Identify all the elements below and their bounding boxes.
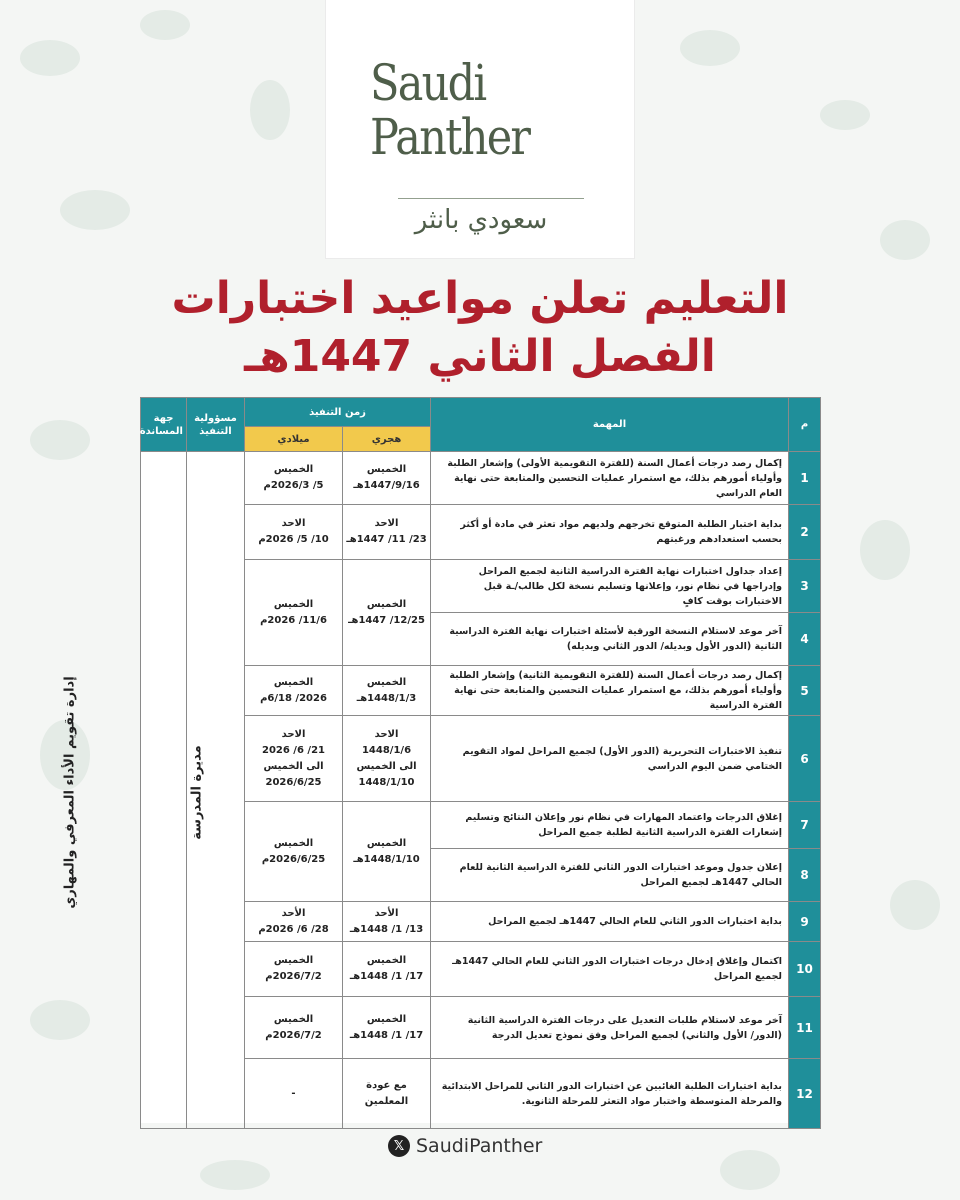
header-support: جهة المساندة <box>141 398 187 452</box>
gregorian-cell <box>245 452 343 505</box>
responsible-value: مديرة المدرسة <box>189 744 205 840</box>
hijri-date: 1448/1/10هـ <box>353 853 420 865</box>
gregorian-day: الأحد <box>281 907 306 919</box>
logo-divider <box>398 198 584 199</box>
row-number: 8 <box>789 849 821 902</box>
row-number: 2 <box>789 505 821 560</box>
gregorian-date: 11/6/ 2026م <box>260 614 327 626</box>
hijri-date: 1447/9/16هـ <box>353 480 420 491</box>
gregorian-cell <box>245 997 343 1059</box>
hijri-date: 17/ 1/ 1448هـ <box>349 1029 424 1041</box>
row-number: 9 <box>789 902 821 942</box>
background-pattern <box>890 880 940 930</box>
hijri-cell <box>343 452 431 505</box>
gregorian-date: 10/ 5/ 2026م <box>258 534 329 545</box>
hijri-cell <box>343 902 431 942</box>
gregorian-day: الاحد <box>281 518 306 529</box>
task-cell: آخر موعد لاستلام طلبات التعديل على درجات الفترة الدراسية الثانية (الدور/ الأول والثاني) لجميع المراحل وفق نموذج تعديل الدرجة <box>431 997 789 1059</box>
background-pattern <box>140 10 190 40</box>
hijri-day: الخميس <box>366 464 407 475</box>
responsible-cell <box>187 452 245 1129</box>
header-hijri: هجري <box>343 427 431 452</box>
hijri-date: 1448/1/6 <box>361 744 412 756</box>
gregorian-day: الخميس <box>273 464 314 475</box>
background-pattern <box>680 30 740 66</box>
hijri-day: الخميس <box>366 955 407 966</box>
gregorian-day: الخميس <box>273 598 314 610</box>
hijri-cell <box>343 560 431 666</box>
background-pattern <box>200 1160 270 1190</box>
background-pattern <box>720 1150 780 1190</box>
background-pattern <box>860 520 910 580</box>
gregorian-cell <box>245 942 343 997</box>
gregorian-cell <box>245 505 343 560</box>
gregorian-date: 2026/7/2م <box>265 971 322 982</box>
gregorian-date-end: 2026/6/25 <box>265 776 322 788</box>
x-logo-icon: 𝕏 <box>388 1135 410 1157</box>
background-pattern <box>250 80 290 140</box>
footer-handle <box>388 1132 542 1160</box>
gregorian-cell <box>245 716 343 802</box>
header-gregorian: ميلادي <box>245 427 343 452</box>
headline-line1: التعليم تعلن مواعيد اختبارات <box>171 273 789 324</box>
gregorian-day: الخميس <box>273 676 314 688</box>
task-cell: بداية اختبار الطلبة المتوقع تخرجهم ولديهم مواد تعثر في مادة أو أكثر بحسب استعدادهم ورغبتهم <box>431 505 789 560</box>
headline-line2: الفصل الثاني 1447هـ <box>244 331 716 382</box>
background-pattern <box>880 220 930 260</box>
hijri-cell <box>343 802 431 902</box>
background-pattern <box>30 1000 90 1040</box>
hijri-to: الى الخميس <box>356 760 417 772</box>
background-pattern <box>60 190 130 230</box>
background-pattern <box>20 40 80 76</box>
row-number: 3 <box>789 560 821 613</box>
hijri-cell <box>343 716 431 802</box>
task-cell: اكتمال وإغلاق إدخال درجات اختبارات الدور الثاني للعام الحالي 1447هـ لجميع المراحل <box>431 942 789 997</box>
gregorian-date: 28/ 6/ 2026م <box>258 923 329 935</box>
gregorian-day: الخميس <box>273 955 314 966</box>
header-responsible: مسؤولية التنفيذ <box>187 398 245 452</box>
brand-name-arabic: سعودي بانثر <box>414 205 548 235</box>
gregorian-date: 2026/7/2م <box>265 1029 322 1041</box>
hijri-date: 17/ 1/ 1448هـ <box>349 971 424 982</box>
task-cell: إغلاق الدرجات واعتماد المهارات في نظام نور وإعلان النتائج وتسليم إشعارات الفترة الدراسية الثانية لطلبة جميع المراحل <box>431 802 789 849</box>
header-num: م <box>789 398 821 452</box>
hijri-cell <box>343 942 431 997</box>
gregorian-cell <box>245 902 343 942</box>
background-pattern <box>820 100 870 130</box>
background-pattern <box>30 420 90 460</box>
task-cell: بداية اختبارات الدور الثاني للعام الحالي 1447هـ لجميع المراحل <box>431 902 789 942</box>
hijri-cell <box>343 997 431 1059</box>
hijri-date: 13/ 1/ 1448هـ <box>349 923 424 935</box>
hijri-day: الخميس <box>366 676 407 688</box>
task-cell: آخر موعد لاستلام النسخة الورقية لأسئلة اختبارات نهاية الفترة الدراسية الثانية (الدور الأول وبديله/ الدور الثاني وبديله) <box>431 613 789 666</box>
task-cell: إعداد جداول اختبارات نهاية الفترة الدراسية الثانية لجميع المراحل وإدراجها في نظام نور، وإعلانها وتسليم نسخة لكل طالب/ـة قبل الاختبارات بوقت كافٍ <box>431 560 789 613</box>
gregorian-to: الى الخميس <box>263 760 324 772</box>
hijri-day: الخميس <box>366 837 407 849</box>
gregorian-date: 2026/ 6/18م <box>260 692 327 704</box>
header-task: المهمة <box>431 398 789 452</box>
footer-handle-text: SaudiPanther <box>416 1135 543 1157</box>
schedule-table <box>62 397 820 1123</box>
task-cell: إكمال رصد درجات أعمال السنة (للفترة التقويمية الأولى) وإشعار الطلبة وأولياء أمورهم بذلك، مع استمرار عمليات التحسين والمتابعة حتى نهاية العام الدراسي <box>431 452 789 505</box>
table-row <box>141 452 821 505</box>
row-number: 7 <box>789 802 821 849</box>
brand-logo-text <box>370 56 568 164</box>
hijri-day: الاحد <box>374 518 399 529</box>
gregorian-day: الخميس <box>273 1013 314 1025</box>
hijri-cell <box>343 666 431 716</box>
gregorian-cell <box>245 666 343 716</box>
row-number: 1 <box>789 452 821 505</box>
support-value: إدارة تقويم الأداء المعرفي والمهاري <box>62 675 78 909</box>
row-number: 5 <box>789 666 821 716</box>
row-number: 4 <box>789 613 821 666</box>
row-number: 6 <box>789 716 821 802</box>
hijri-day: الاحد <box>374 728 399 740</box>
brand-name-line2: Panther <box>370 108 530 166</box>
task-cell: بداية اختبارات الطلبة الغائبين عن اختبارات الدور الثاني للمراحل الابتدائية والمرحلة المتوسطة واختبار مواد التعثر للمرحلة الثانوية. <box>431 1059 789 1129</box>
hijri-cell <box>343 505 431 560</box>
row-number: 10 <box>789 942 821 997</box>
gregorian-date: 21/ 6/ 2026 <box>261 744 325 756</box>
task-cell: إعلان جدول وموعد اختبارات الدور الثاني للفترة الدراسية الثانية للعام الحالي 1447هـ لجميع المراحل <box>431 849 789 902</box>
gregorian-day: الخميس <box>273 837 314 849</box>
task-cell: تنفيذ الاختبارات التحريرية (الدور الأول) لجميع المراحل لمواد التقويم الختامي ضمن اليوم الدراسي <box>431 716 789 802</box>
gregorian-cell <box>245 802 343 902</box>
logo-card <box>326 0 634 258</box>
gregorian-cell <box>245 560 343 666</box>
row-number: 12 <box>789 1059 821 1129</box>
hijri-date: 23/ 11/ 1447هـ <box>346 534 427 545</box>
gregorian-date: 2026/6/25م <box>261 853 326 865</box>
header-timing: زمن التنفيذ <box>245 398 431 427</box>
hijri-date-end: 1448/1/10 <box>358 776 415 788</box>
hijri-day: الأحد <box>374 907 399 919</box>
gregorian-date: 5/ 2026/3م <box>263 480 324 491</box>
gregorian-cell: - <box>245 1059 343 1129</box>
hijri-day: الخميس <box>366 1013 407 1025</box>
brand-name-line1: Saudi <box>370 54 486 112</box>
gregorian-day: الاحد <box>281 728 306 740</box>
row-number: 11 <box>789 997 821 1059</box>
hijri-date: 1448/1/3هـ <box>356 692 417 704</box>
hijri-day: الخميس <box>366 598 407 610</box>
hijri-date: 12/25/ 1447هـ <box>348 614 425 626</box>
hijri-cell: مع عودة المعلمين <box>343 1059 431 1129</box>
task-cell: إكمال رصد درجات أعمال السنة (للفترة التقويمية الثانية) وإشعار الطلبة وأولياء أمورهم بذلك، مع استمرار عمليات التحسين والمتابعة حتى نهاية الفترة الدراسية <box>431 666 789 716</box>
